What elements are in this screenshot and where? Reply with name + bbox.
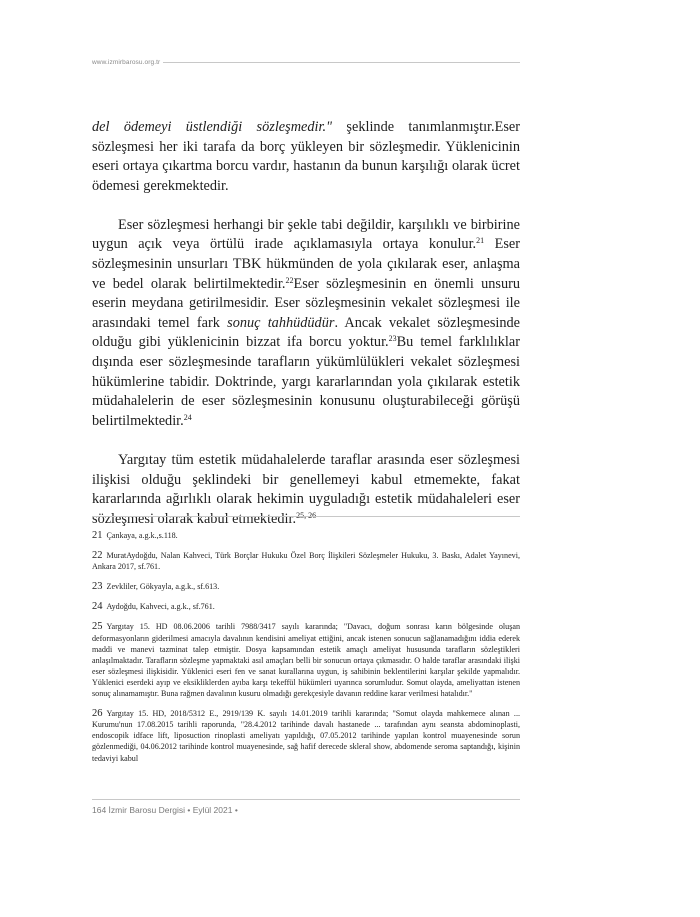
footnote-25 xyxy=(92,621,520,699)
footnotes xyxy=(92,530,520,773)
paragraph-3 xyxy=(92,451,520,529)
quote-fragment: del ödemeyi üstlendiği sözleşmedir." xyxy=(92,119,333,135)
paragraph-2 xyxy=(92,216,520,432)
body-text xyxy=(92,118,520,529)
footnote-ref-25-26: 25, 26 xyxy=(296,510,317,520)
footnote-text: Aydoğdu, Kahveci, a.g.k., sf.761. xyxy=(106,602,215,612)
footnote-23 xyxy=(92,581,520,592)
footer-rule xyxy=(92,799,520,800)
paragraph-2-text-2: Eser sözleşmesinin unsurları TBK hükmünden de yola çıkılarak eser, anlaşma ve bedel olarak belirtilmektedir. xyxy=(92,236,520,292)
page-header xyxy=(92,56,520,68)
footnote-number: 25 xyxy=(92,621,103,633)
header-url: www.izmirbarosu.org.tr xyxy=(92,58,161,66)
footnote-text: Yargıtay 15. HD 08.06.2006 tarihli 7988/3417 sayılı kararında; "Davacı, doğum sonrası karın bölgesinde oluşan deformasyonların giderilmesi amacıyla davalının kendisini ameliyat ettiğini, ancak istenen sonucun sağlanamadığını iddia ederek maddi ve manevi tazminat talep etmiştir. Dosya kapsamından estetik amaçlı ameliyat hususunda tarafların sözleştikleri anlaşılmaktadır. Tarafların sözleşme yapmaktaki asıl amaçları belli bir sonucun ortaya çıkmasıdır. O halde taraflar arasındaki ilişki eser sözleşmesi ilişkisidir. Yüklenici eseri fen ve sanat kurallarına uygun, iş sahibinin beklentilerini karşılar şekilde yapmalıdır. Yüklenici eserdeki ayıp ve eksikliklerden ayıba karşı tekeffül hükümleri uyarınca sorumludur. Somut olayda, ameliyattan istenen sonuç alınamamıştır. Buna rağmen davalının kusuru olmadığı gerekçesiyle davanın reddine karar verilmesi hatalıdır." xyxy=(92,622,520,699)
footnote-text: Çankaya, a.g.k.,s.118. xyxy=(106,531,178,540)
paragraph-2-text-3: Eser sözleşmesinin en önemli unsuru eserin meydana getirilmesidir. Eser sözleşmesinin vekalet sözleşmesi ile arasındaki temel fark xyxy=(92,275,520,331)
footnote-text: MuratAydoğdu, Nalan Kahveci, Türk Borçlar Hukuku Özel Borç İlişkileri Sözleşmeler Hukuku, 3. Baskı, Adalet Yayınevi, Ankara 2017, sf.761. xyxy=(92,551,520,572)
header-rule xyxy=(163,62,520,63)
footnote-ref-22: 22 xyxy=(285,275,294,285)
paragraph-1 xyxy=(92,118,520,196)
footnote-number: 23 xyxy=(92,581,103,593)
footnote-number: 26 xyxy=(92,708,103,720)
footnote-21 xyxy=(92,530,520,541)
footnote-separator xyxy=(92,516,520,517)
paragraph-1-text: şeklinde tanımlanmıştır.Eser sözleşmesi her iki tarafa da borç yükleyen bir sözleşmedir. Yüklenicinin eseri ortaya çıkartma borcu vardır, hastanın da bunun karşılığı olarak ücret ödemesi gerekmektedir. xyxy=(92,119,520,194)
footnote-number: 21 xyxy=(92,530,103,541)
footnote-22 xyxy=(92,550,520,572)
paragraph-2-text-5: Bu temel farklılıklar dışında eser sözleşmesinde tarafların yükümlülükleri vekalet sözleşmesi hükümlerine tabidir. Doktrinde, yargı kararlarından yola çıkılarak estetik müdahalelerin de eser sözleşmesinin konusunu oluşturabileceği görüşü belirtilmektedir. xyxy=(92,334,520,429)
footnote-text: Zevkliler, Gökyayla, a.g.k., sf.613. xyxy=(106,582,220,592)
emphasis-term: sonuç tahhüdüdür xyxy=(227,314,335,331)
paragraph-2-text-1: Eser sözleşmesi herhangi bir şekle tabi değildir, karşılıklı ve birbirine uygun açık veya örtülü irade açıklamasıyla ortaya konulur. xyxy=(92,216,520,253)
footnote-ref-24: 24 xyxy=(183,412,192,422)
footnote-number: 22 xyxy=(92,550,103,562)
footnote-26 xyxy=(92,708,520,763)
footer-text: 164 İzmir Barosu Dergisi • Eylül 2021 • xyxy=(92,805,238,815)
footnote-ref-23: 23 xyxy=(388,334,397,344)
page-footer xyxy=(92,799,520,813)
footnote-ref-21: 21 xyxy=(476,236,485,246)
footnote-number: 24 xyxy=(92,601,103,613)
footnote-text: Yargıtay 15. HD, 2018/5312 E., 2919/139 K. sayılı 14.01.2019 tarihli kararında; "Somut olayda mahkemece alınan ... Kurumu'nun 17.08.2015 tarihli raporunda, "28.4.2012 tarihinde davalı hastanede ... tarafından aynı seansta abdominoplasti, endoscopik idface lift, liposuction rinoplasti ameliyatı yapıldığı, 07.05.2012 tarihinde yapılan kontrol muayenesinde sorun gözlenmediği, 04.06.2012 tarihinde kontrol muayenesinde, sağ hafif derecede skleral show, abdomende seroma saptandığı, kişinin tedaviyi kabul xyxy=(92,709,520,763)
paragraph-3-text: Yargıtay tüm estetik müdahalelerde taraflar arasında eser sözleşmesi ilişkisi olduğu şeklindeki bir genellemeyi kabul etmemekte, fakat kararlarında ağırlıklı olarak hekimin uyguladığı estetik müdahaleleri eser sözleşmesi olarak kabul etmektedir. xyxy=(92,451,520,527)
footnote-24 xyxy=(92,601,520,612)
paragraph-2-text-4: . Ancak vekalet sözleşmesinde olduğu gibi yüklenicinin bizzat ifa borcu yoktur. xyxy=(92,314,521,351)
